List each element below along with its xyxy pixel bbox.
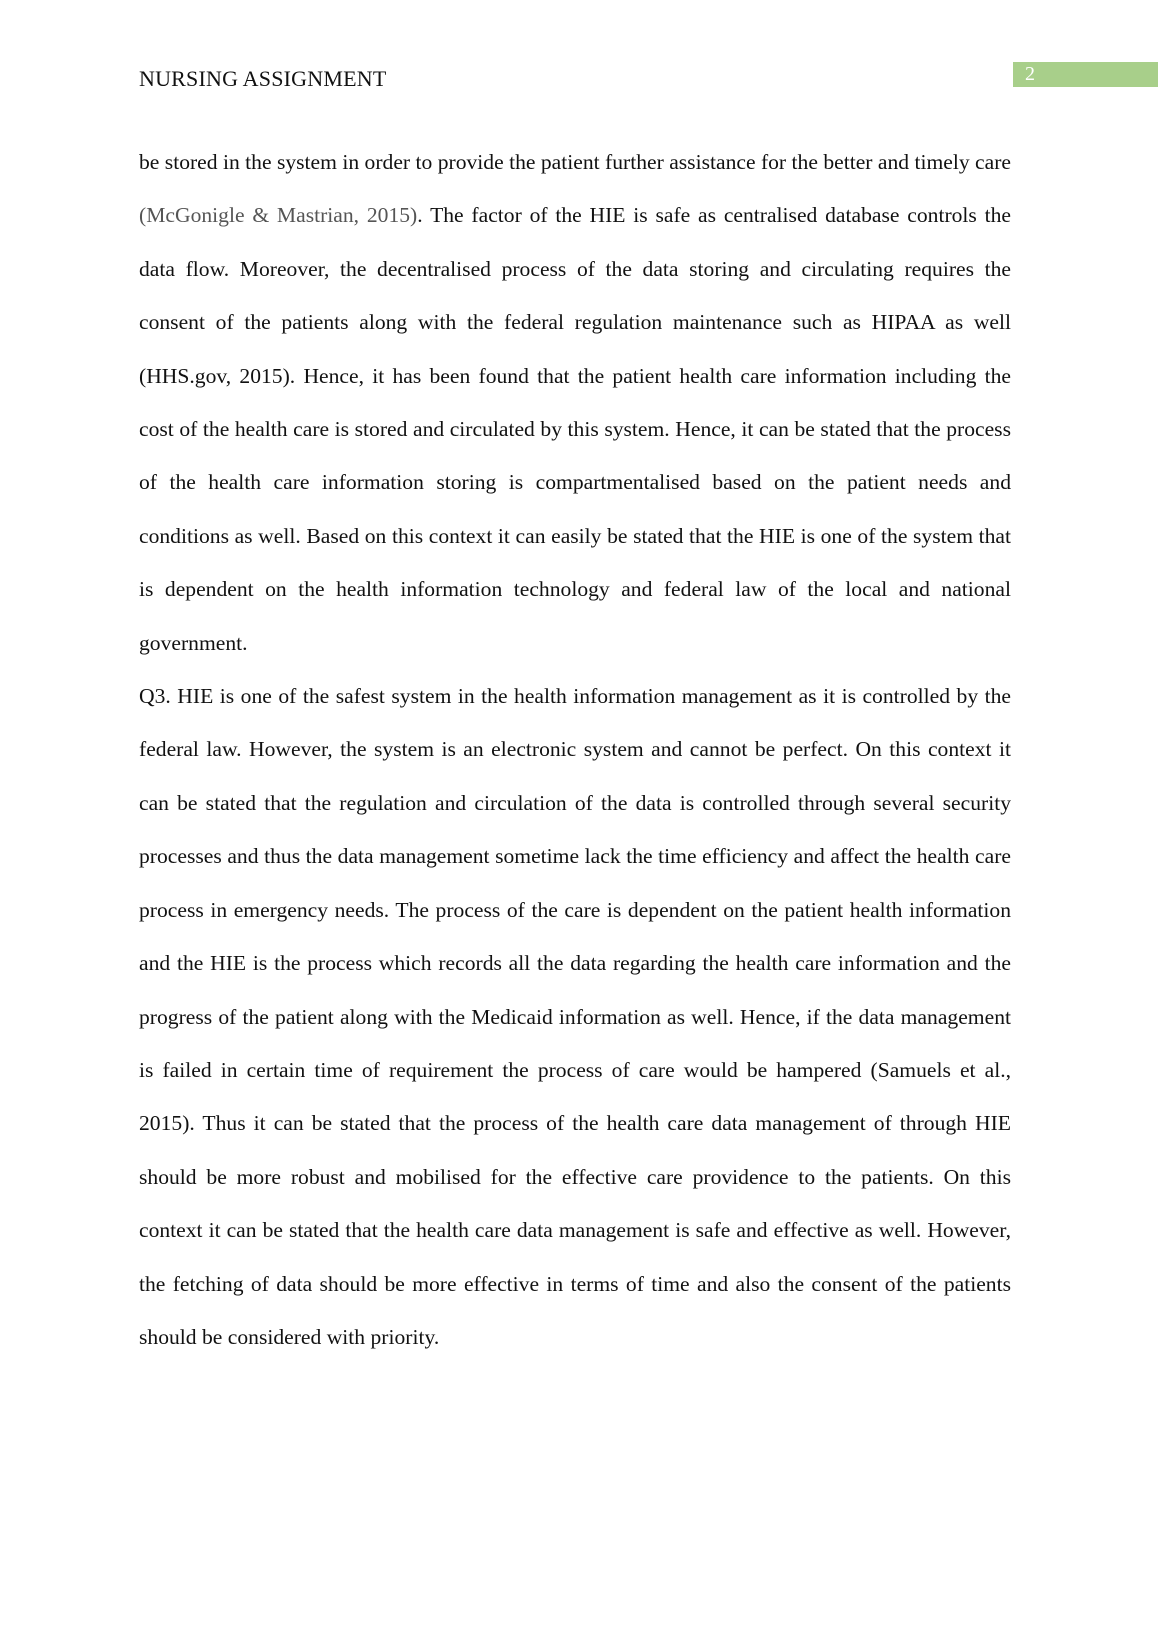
paragraph-text: . The factor of the HIE is safe as centralised database controls the data flow. Moreover, the decentralised process of the data storing and circulating requires the consent of the patients along with the federal regulation maintenance such as HIPAA as well (HHS.gov, 2015). Hence, it has been found that the patient health care information including the cost of the health care is stored and circulated by this system. Hence, it can be stated that the process of the health care information storing is compartmentalised based on the patient needs and conditions as well. Based on this context it can easily be stated that the HIE is one of the system that is dependent on the health information technology and federal law of the local and national government. (139, 203, 1012, 655)
citation-mcgonigle: (McGonigle & Mastrian, 2015) (139, 203, 418, 228)
document-body (139, 136, 1011, 1364)
paragraph-hie-safety (139, 136, 1011, 670)
page-number: 2 (1025, 63, 1035, 85)
paragraph-text: be stored in the system in order to provide the patient further assistance for the better and timely care (139, 150, 1011, 174)
paragraph-q3: Q3. HIE is one of the safest system in the health information management as it is controlled by the federal law. However, the system is an electronic system and cannot be perfect. On this context it can be stated that the regulation and circulation of the data is controlled through several security processes and thus the data management sometime lack the time efficiency and affect the health care process in emergency needs. The process of the care is dependent on the patient health information and the HIE is the process which records all the data regarding the health care information and the progress of the patient along with the Medicaid information as well. Hence, if the data management is failed in certain time of requirement the process of care would be hampered (Samuels et al., 2015). Thus it can be stated that the process of the health care data management of through HIE should be more robust and mobilised for the effective care providence to the patients. On this context it can be stated that the health care data management is safe and effective as well. However, the fetching of data should be more effective in terms of time and also the consent of the patients should be considered with priority. (139, 684, 1011, 1349)
page-number-badge (1013, 62, 1158, 87)
page-header-title: NURSING ASSIGNMENT (139, 66, 387, 91)
